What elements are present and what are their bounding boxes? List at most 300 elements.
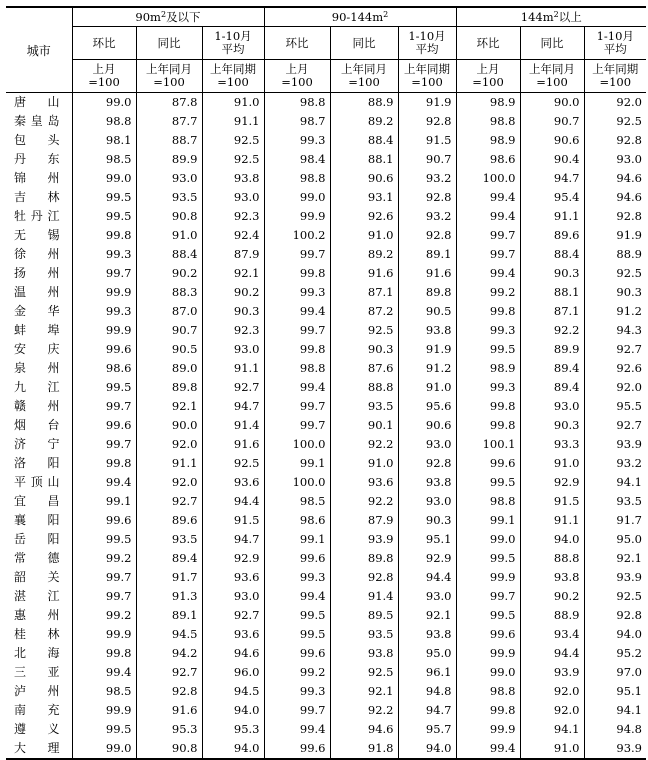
- value-cell: 95.1: [584, 682, 646, 701]
- value-cell: 99.9: [264, 207, 330, 226]
- value-cell: 93.9: [584, 435, 646, 454]
- base-header-row: [6, 60, 646, 93]
- sub-header-text: 环比: [92, 35, 116, 50]
- value-cell: 90.8: [136, 207, 202, 226]
- table-row: [6, 93, 646, 113]
- value-cell: 95.4: [520, 188, 584, 207]
- value-cell: 93.0: [202, 340, 264, 359]
- city-name-cell: 丹东: [14, 152, 60, 166]
- value-cell: 99.7: [72, 587, 136, 606]
- value-cell: 90.7: [520, 112, 584, 131]
- city-column-header: 城市: [6, 7, 72, 93]
- base-header-text: 上年同月: [529, 62, 575, 76]
- value-cell: 99.2: [72, 549, 136, 568]
- value-cell: 91.6: [202, 435, 264, 454]
- base-header-cell: [456, 60, 520, 93]
- value-cell: 99.0: [456, 530, 520, 549]
- value-cell: 94.6: [584, 169, 646, 188]
- table-row: [6, 549, 646, 568]
- value-cell: 92.2: [330, 701, 398, 720]
- value-cell: 92.2: [520, 321, 584, 340]
- value-cell: 97.0: [584, 663, 646, 682]
- value-cell: 93.2: [398, 207, 456, 226]
- value-cell: 92.8: [398, 188, 456, 207]
- value-cell: 99.8: [456, 416, 520, 435]
- city-name-cell: 惠州: [14, 608, 60, 622]
- value-cell: 99.5: [456, 606, 520, 625]
- value-cell: 91.0: [202, 93, 264, 113]
- value-cell: 98.8: [456, 492, 520, 511]
- value-cell: 93.0: [136, 169, 202, 188]
- sub-header-row: [6, 27, 646, 60]
- table-row: [6, 226, 646, 245]
- value-cell: 89.8: [330, 549, 398, 568]
- value-cell: 98.6: [456, 150, 520, 169]
- table-row: [6, 492, 646, 511]
- value-cell: 99.6: [456, 454, 520, 473]
- table-row: [6, 682, 646, 701]
- value-cell: 92.1: [136, 397, 202, 416]
- value-cell: 93.0: [398, 435, 456, 454]
- value-cell: 93.4: [520, 625, 584, 644]
- value-cell: 98.8: [264, 359, 330, 378]
- value-cell: 87.9: [330, 511, 398, 530]
- value-cell: 90.7: [398, 150, 456, 169]
- value-cell: 92.1: [330, 682, 398, 701]
- value-cell: 92.5: [584, 112, 646, 131]
- value-cell: 99.0: [456, 663, 520, 682]
- value-cell: 99.6: [264, 644, 330, 663]
- table-row: [6, 150, 646, 169]
- value-cell: 93.0: [202, 188, 264, 207]
- city-name-cell: 洛阳: [14, 456, 60, 470]
- value-cell: 94.1: [520, 720, 584, 739]
- table-row: [6, 321, 646, 340]
- value-cell: 98.9: [456, 93, 520, 113]
- value-cell: 99.7: [72, 568, 136, 587]
- value-cell: 91.0: [520, 739, 584, 759]
- city-name-cell: 济宁: [14, 437, 60, 451]
- value-cell: 91.6: [136, 701, 202, 720]
- value-cell: 92.0: [520, 701, 584, 720]
- value-cell: 89.5: [330, 606, 398, 625]
- value-cell: 92.7: [136, 663, 202, 682]
- base-header-text: =100: [348, 75, 380, 89]
- value-cell: 88.4: [520, 245, 584, 264]
- group-label: 90-144m: [331, 10, 384, 24]
- table-row: [6, 245, 646, 264]
- city-name-cell: 遵义: [14, 722, 60, 736]
- value-cell: 92.8: [584, 131, 646, 150]
- value-cell: 92.5: [330, 321, 398, 340]
- sub-header-cell: [264, 27, 330, 60]
- table-row: [6, 739, 646, 759]
- value-cell: 99.4: [456, 264, 520, 283]
- value-cell: 93.9: [584, 568, 646, 587]
- value-cell: 92.1: [584, 549, 646, 568]
- value-cell: 92.5: [202, 150, 264, 169]
- value-cell: 99.3: [456, 378, 520, 397]
- value-cell: 94.5: [136, 625, 202, 644]
- city-name-cell: 九江: [14, 380, 60, 394]
- sub-header-cell: [398, 27, 456, 60]
- value-cell: 95.3: [136, 720, 202, 739]
- table-row: [6, 587, 646, 606]
- value-cell: 90.0: [520, 93, 584, 113]
- value-cell: 92.7: [584, 416, 646, 435]
- value-cell: 93.3: [520, 435, 584, 454]
- value-cell: 92.8: [584, 207, 646, 226]
- value-cell: 99.4: [264, 587, 330, 606]
- value-cell: 94.7: [202, 397, 264, 416]
- value-cell: 95.5: [584, 397, 646, 416]
- table-row: [6, 340, 646, 359]
- group-label: 144m: [520, 10, 554, 24]
- value-cell: 93.8: [398, 625, 456, 644]
- value-cell: 92.7: [202, 606, 264, 625]
- value-cell: 94.4: [398, 568, 456, 587]
- table-row: [6, 169, 646, 188]
- value-cell: 99.9: [456, 568, 520, 587]
- value-cell: 92.3: [202, 321, 264, 340]
- value-cell: 95.0: [584, 530, 646, 549]
- value-cell: 100.0: [264, 435, 330, 454]
- value-cell: 92.6: [584, 359, 646, 378]
- sub-header-text: 同比: [540, 35, 564, 50]
- value-cell: 92.8: [136, 682, 202, 701]
- value-cell: 92.6: [330, 207, 398, 226]
- city-name-cell: 扬州: [14, 266, 60, 280]
- base-header-cell: [264, 60, 330, 93]
- value-cell: 99.0: [72, 93, 136, 113]
- value-cell: 88.1: [330, 150, 398, 169]
- value-cell: 89.4: [520, 359, 584, 378]
- value-cell: 99.6: [72, 511, 136, 530]
- table-row: [6, 264, 646, 283]
- value-cell: 89.2: [330, 245, 398, 264]
- city-name-cell: 赣州: [14, 399, 60, 413]
- value-cell: 87.0: [136, 302, 202, 321]
- value-cell: 99.7: [456, 587, 520, 606]
- sub-header-cell: [520, 27, 584, 60]
- value-cell: 99.3: [72, 245, 136, 264]
- value-cell: 92.0: [520, 682, 584, 701]
- value-cell: 93.8: [520, 568, 584, 587]
- value-cell: 99.4: [72, 473, 136, 492]
- value-cell: 95.2: [584, 644, 646, 663]
- value-cell: 89.4: [136, 549, 202, 568]
- value-cell: 99.1: [72, 492, 136, 511]
- city-name-cell: 桂林: [14, 627, 60, 641]
- value-cell: 92.0: [584, 378, 646, 397]
- value-cell: 91.1: [520, 511, 584, 530]
- base-header-cell: [72, 60, 136, 93]
- value-cell: 94.2: [136, 644, 202, 663]
- table-row: [6, 606, 646, 625]
- base-header-text: =100: [472, 75, 504, 89]
- value-cell: 99.0: [72, 169, 136, 188]
- value-cell: 99.7: [264, 245, 330, 264]
- value-cell: 91.0: [330, 454, 398, 473]
- value-cell: 93.6: [202, 568, 264, 587]
- base-header-text: =100: [281, 75, 313, 89]
- value-cell: 92.5: [202, 131, 264, 150]
- value-cell: 89.8: [398, 283, 456, 302]
- value-cell: 99.1: [456, 511, 520, 530]
- value-cell: 95.3: [202, 720, 264, 739]
- value-cell: 89.1: [398, 245, 456, 264]
- value-cell: 91.5: [202, 511, 264, 530]
- value-cell: 93.0: [398, 492, 456, 511]
- table-row: [6, 720, 646, 739]
- value-cell: 89.4: [520, 378, 584, 397]
- table-row: [6, 112, 646, 131]
- value-cell: 96.1: [398, 663, 456, 682]
- city-name-cell: 北海: [14, 646, 60, 660]
- city-name-cell: 泸州: [14, 684, 60, 698]
- value-cell: 90.3: [520, 264, 584, 283]
- group-header-large: [456, 7, 646, 27]
- value-cell: 92.8: [330, 568, 398, 587]
- unit-sup: 2: [553, 10, 559, 19]
- value-cell: 98.8: [456, 682, 520, 701]
- value-cell: 94.7: [398, 701, 456, 720]
- value-cell: 92.8: [398, 112, 456, 131]
- city-name-cell: 包头: [14, 133, 60, 147]
- price-index-table-container: [6, 6, 646, 760]
- value-cell: 88.9: [330, 93, 398, 113]
- base-header-text: 上月: [285, 62, 309, 76]
- value-cell: 92.8: [398, 454, 456, 473]
- base-header-text: =100: [411, 75, 443, 89]
- value-cell: 90.0: [136, 416, 202, 435]
- group-label: 90m: [135, 10, 161, 24]
- value-cell: 92.3: [202, 207, 264, 226]
- value-cell: 94.6: [202, 644, 264, 663]
- value-cell: 88.9: [520, 606, 584, 625]
- value-cell: 99.2: [72, 606, 136, 625]
- value-cell: 92.9: [520, 473, 584, 492]
- value-cell: 88.4: [330, 131, 398, 150]
- value-cell: 94.4: [520, 644, 584, 663]
- value-cell: 91.3: [136, 587, 202, 606]
- city-name-cell: 三亚: [14, 665, 60, 679]
- value-cell: 99.5: [72, 720, 136, 739]
- value-cell: 93.6: [330, 473, 398, 492]
- value-cell: 90.1: [330, 416, 398, 435]
- base-header-cell: [330, 60, 398, 93]
- value-cell: 99.4: [264, 378, 330, 397]
- table-row: [6, 188, 646, 207]
- city-name-cell: 唐山: [14, 95, 60, 109]
- value-cell: 87.1: [520, 302, 584, 321]
- value-cell: 95.6: [398, 397, 456, 416]
- value-cell: 93.0: [202, 587, 264, 606]
- sub-header-text: 1-10月: [596, 29, 634, 43]
- city-name-cell: 襄阳: [14, 513, 60, 527]
- value-cell: 98.5: [72, 150, 136, 169]
- value-cell: 92.0: [136, 473, 202, 492]
- value-cell: 90.3: [398, 511, 456, 530]
- value-cell: 90.6: [330, 169, 398, 188]
- base-header-cell: [202, 60, 264, 93]
- base-header-cell: [136, 60, 202, 93]
- table-header: [6, 7, 646, 93]
- value-cell: 99.8: [456, 397, 520, 416]
- city-name-cell: 平顶山: [14, 475, 60, 489]
- value-cell: 93.9: [584, 739, 646, 759]
- city-name-cell: 徐州: [14, 247, 60, 261]
- value-cell: 94.0: [584, 625, 646, 644]
- value-cell: 93.5: [330, 625, 398, 644]
- value-cell: 91.5: [520, 492, 584, 511]
- value-cell: 93.8: [330, 644, 398, 663]
- value-cell: 93.8: [202, 169, 264, 188]
- value-cell: 94.0: [398, 739, 456, 759]
- table-row: [6, 625, 646, 644]
- value-cell: 89.9: [520, 340, 584, 359]
- value-cell: 99.8: [264, 340, 330, 359]
- value-cell: 93.8: [398, 321, 456, 340]
- value-cell: 93.0: [584, 150, 646, 169]
- city-name-cell: 湛江: [14, 589, 60, 603]
- value-cell: 90.2: [136, 264, 202, 283]
- value-cell: 99.5: [72, 530, 136, 549]
- city-name-cell: 韶关: [14, 570, 60, 584]
- base-header-cell: [520, 60, 584, 93]
- value-cell: 99.9: [72, 283, 136, 302]
- value-cell: 92.0: [584, 93, 646, 113]
- value-cell: 100.1: [456, 435, 520, 454]
- sub-header-cell: [202, 27, 264, 60]
- value-cell: 94.5: [202, 682, 264, 701]
- value-cell: 95.0: [398, 644, 456, 663]
- value-cell: 98.7: [264, 112, 330, 131]
- value-cell: 91.1: [202, 112, 264, 131]
- value-cell: 98.1: [72, 131, 136, 150]
- value-cell: 99.4: [456, 188, 520, 207]
- city-name-cell: 岳阳: [14, 532, 60, 546]
- group-suffix: 以上: [558, 10, 582, 24]
- value-cell: 99.7: [264, 701, 330, 720]
- value-cell: 89.9: [136, 150, 202, 169]
- value-cell: 99.2: [456, 283, 520, 302]
- value-cell: 94.0: [202, 701, 264, 720]
- value-cell: 99.6: [264, 549, 330, 568]
- value-cell: 87.9: [202, 245, 264, 264]
- value-cell: 92.5: [330, 663, 398, 682]
- base-header-text: =100: [217, 75, 249, 89]
- city-name-cell: 秦皇岛: [14, 114, 60, 128]
- city-name-cell: 吉林: [14, 190, 60, 204]
- value-cell: 91.6: [398, 264, 456, 283]
- value-cell: 88.1: [520, 283, 584, 302]
- value-cell: 93.9: [330, 530, 398, 549]
- table-row: [6, 397, 646, 416]
- value-cell: 99.8: [264, 264, 330, 283]
- value-cell: 96.0: [202, 663, 264, 682]
- value-cell: 100.0: [264, 473, 330, 492]
- value-cell: 99.1: [264, 454, 330, 473]
- value-cell: 90.5: [398, 302, 456, 321]
- value-cell: 99.8: [72, 644, 136, 663]
- value-cell: 89.6: [136, 511, 202, 530]
- value-cell: 91.9: [398, 340, 456, 359]
- value-cell: 98.8: [456, 112, 520, 131]
- value-cell: 89.1: [136, 606, 202, 625]
- base-header-text: =100: [536, 75, 568, 89]
- value-cell: 92.7: [136, 492, 202, 511]
- value-cell: 99.3: [72, 302, 136, 321]
- city-name-cell: 蚌埠: [14, 323, 60, 337]
- sub-header-cell: [584, 27, 646, 60]
- value-cell: 98.5: [264, 492, 330, 511]
- value-cell: 94.0: [202, 739, 264, 759]
- value-cell: 93.5: [584, 492, 646, 511]
- value-cell: 94.7: [520, 169, 584, 188]
- value-cell: 99.7: [72, 435, 136, 454]
- value-cell: 90.6: [520, 131, 584, 150]
- value-cell: 88.9: [584, 245, 646, 264]
- value-cell: 87.8: [136, 93, 202, 113]
- value-cell: 99.2: [264, 663, 330, 682]
- table-row: [6, 302, 646, 321]
- sub-header-cell: [72, 27, 136, 60]
- unit-sup: 2: [383, 10, 389, 19]
- table-row: [6, 283, 646, 302]
- value-cell: 89.8: [136, 378, 202, 397]
- value-cell: 99.5: [72, 188, 136, 207]
- value-cell: 91.4: [202, 416, 264, 435]
- base-header-text: 上年同期: [210, 62, 256, 76]
- sub-header-text: 同比: [352, 35, 376, 50]
- value-cell: 99.7: [456, 245, 520, 264]
- value-cell: 99.4: [456, 207, 520, 226]
- value-cell: 87.1: [330, 283, 398, 302]
- value-cell: 99.4: [264, 302, 330, 321]
- value-cell: 99.3: [264, 283, 330, 302]
- value-cell: 93.8: [398, 473, 456, 492]
- value-cell: 94.0: [520, 530, 584, 549]
- value-cell: 88.4: [136, 245, 202, 264]
- value-cell: 99.6: [72, 416, 136, 435]
- city-name-cell: 温州: [14, 285, 60, 299]
- value-cell: 90.5: [136, 340, 202, 359]
- table-row: [6, 416, 646, 435]
- value-cell: 91.2: [398, 359, 456, 378]
- value-cell: 99.4: [456, 739, 520, 759]
- city-name-cell: 金华: [14, 304, 60, 318]
- value-cell: 99.9: [456, 720, 520, 739]
- value-cell: 99.5: [456, 340, 520, 359]
- value-cell: 93.9: [520, 663, 584, 682]
- value-cell: 88.7: [136, 131, 202, 150]
- value-cell: 99.0: [72, 739, 136, 759]
- value-cell: 94.1: [584, 473, 646, 492]
- value-cell: 99.6: [456, 625, 520, 644]
- table-row: [6, 530, 646, 549]
- value-cell: 92.2: [330, 435, 398, 454]
- table-row: [6, 473, 646, 492]
- table-row: [6, 568, 646, 587]
- value-cell: 95.7: [398, 720, 456, 739]
- table-row: [6, 435, 646, 454]
- value-cell: 88.8: [330, 378, 398, 397]
- value-cell: 91.8: [330, 739, 398, 759]
- sub-header-cell: [136, 27, 202, 60]
- value-cell: 94.8: [584, 720, 646, 739]
- base-header-text: 上月: [476, 62, 500, 76]
